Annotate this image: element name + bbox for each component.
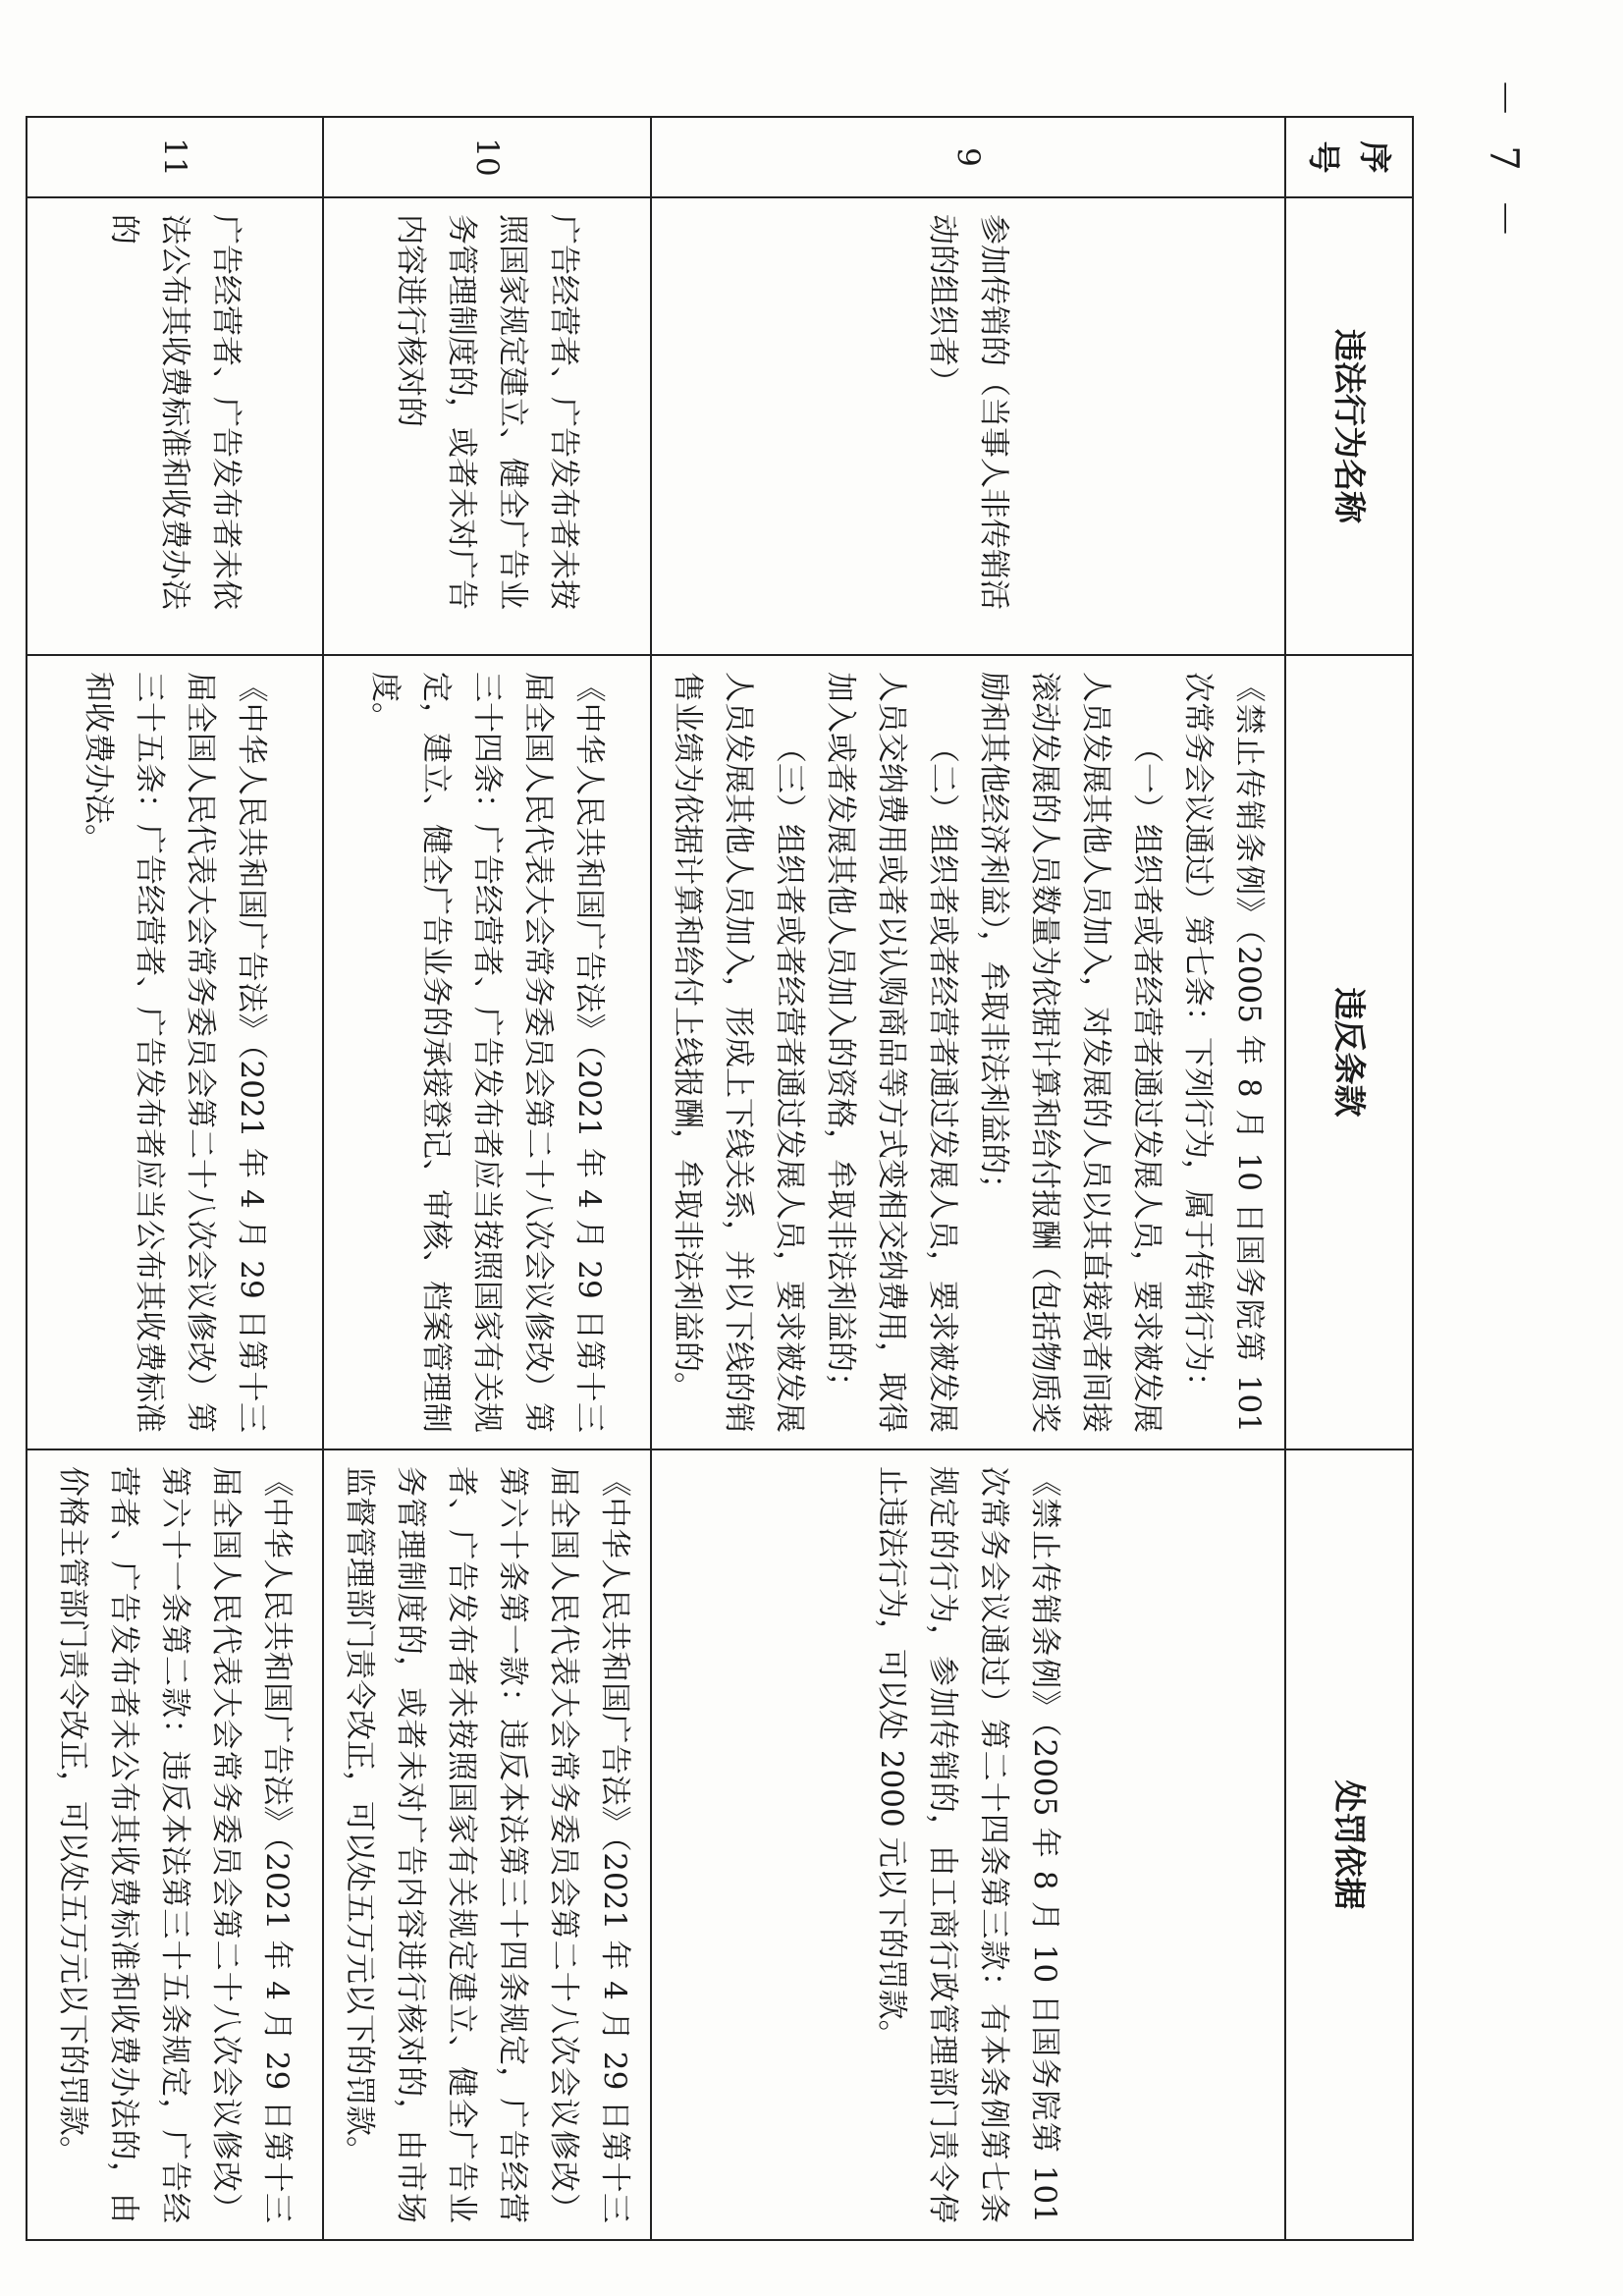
page-number-text: － 7 － [1481, 78, 1527, 246]
header-penalty-basis: 处罚依据 [1285, 1449, 1413, 2240]
clause-intro: 《禁止传销条例》（2005 年 8 月 10 日国务院第 101 次常务会议通过）第七条：下列行为，属于传销行为： [1180, 672, 1267, 1433]
penalty-basis [27, 1449, 323, 2240]
penalty-basis [651, 1449, 1285, 2240]
penalty-text: 《禁止传销条例》（2005 年 8 月 10 日国务院第 101 次常务会议通过）第二十四条第三款：有本条例第七条规定的行为，参加传销的，由工商行政管理部门责令停止违法行为，可以处 2000 元以下的罚款。 [874, 1466, 1062, 2223]
table-row [27, 117, 323, 2240]
header-violation-name: 违法行为名称 [1285, 197, 1413, 655]
clause-item: （一）组织者或者经营者通过发展人员，要求被发展人员发展其他人员加入，对发展的人员以其直接或者间接滚动发展的人员数量为依据计算和给付报酬（包括物质奖励和其他经济利益），牟取非法利益的； [976, 672, 1164, 1433]
penalty-text: 《中华人民共和国广告法》（2021 年 4 月 29 日第十三届全国人民代表大会常务委员会第二十八次会议修改）第六十一条第二款：违反本法第三十五条规定，广告经营者、广告发布者未公布其收费标准和收费办法的，由价格主管部门责令改正，可以处五万元以下的罚款。 [55, 1466, 295, 2223]
violation-name: 参加传销的（当事人非传销活动的组织者） [651, 197, 1285, 655]
penalty-text: 《中华人民共和国广告法》（2021 年 4 月 29 日第十三届全国人民代表大会常务委员会第二十八次会议修改）第六十条第一款：违反本法第三十四条规定，广告经营者、广告发布者未按照国家有关规定建立、健全广告业务管理制度的，或者未对广告内容进行核对的，由市场监督管理部门责令改正，可以处五万元以下的罚款。 [342, 1466, 632, 2223]
violations-table [26, 116, 1414, 2241]
page-number [1468, 78, 1546, 246]
table-row [651, 117, 1285, 2240]
rotated-page-content [55, 116, 1414, 2239]
penalty-basis [323, 1449, 651, 2240]
table-row [323, 117, 651, 2240]
violated-clause [27, 655, 323, 1449]
clause-item: （二）组织者或者经营者通过发展人员，要求被发展人员交纳费用或者以认购商品等方式变相交纳费用，取得加入或者发展其他人员加入的资格，牟取非法利益的； [823, 672, 960, 1433]
header-number: 序号 [1285, 117, 1413, 197]
clause-intro: 《中华人民共和国广告法》（2021 年 4 月 29 日第十三届全国人民代表大会常务委员会第二十八次会议修改）第三十四条：广告经营者、广告发布者应当按照国家有关规定，建立、健全广告业务的承接登记、审核、档案管理制度。 [367, 672, 607, 1433]
violation-name: 广告经营者、广告发布者未依法公布其收费标准和收费办法的 [27, 197, 323, 655]
clause-intro: 《中华人民共和国广告法》（2021 年 4 月 29 日第十三届全国人民代表大会常务委员会第二十八次会议修改）第三十五条：广告经营者、广告发布者应当公布其收费标准和收费办法。 [81, 672, 269, 1433]
violation-name: 广告经营者、广告发布者未按照国家规定建立、健全广告业务管理制度的，或者未对广告内容进行核对的 [323, 197, 651, 655]
row-number: 9 [651, 117, 1285, 197]
violated-clause [651, 655, 1285, 1449]
violated-clause [323, 655, 651, 1449]
table-header-row [1285, 117, 1413, 2240]
header-violated-clause: 违反条款 [1285, 655, 1413, 1449]
row-number: 10 [323, 117, 651, 197]
clause-item: （三）组织者或者经营者通过发展人员，要求被发展人员发展其他人员加入，形成上下线关系，并以下线的销售业绩为依据计算和给付上线报酬，牟取非法利益的。 [670, 672, 807, 1433]
row-number: 11 [27, 117, 323, 197]
